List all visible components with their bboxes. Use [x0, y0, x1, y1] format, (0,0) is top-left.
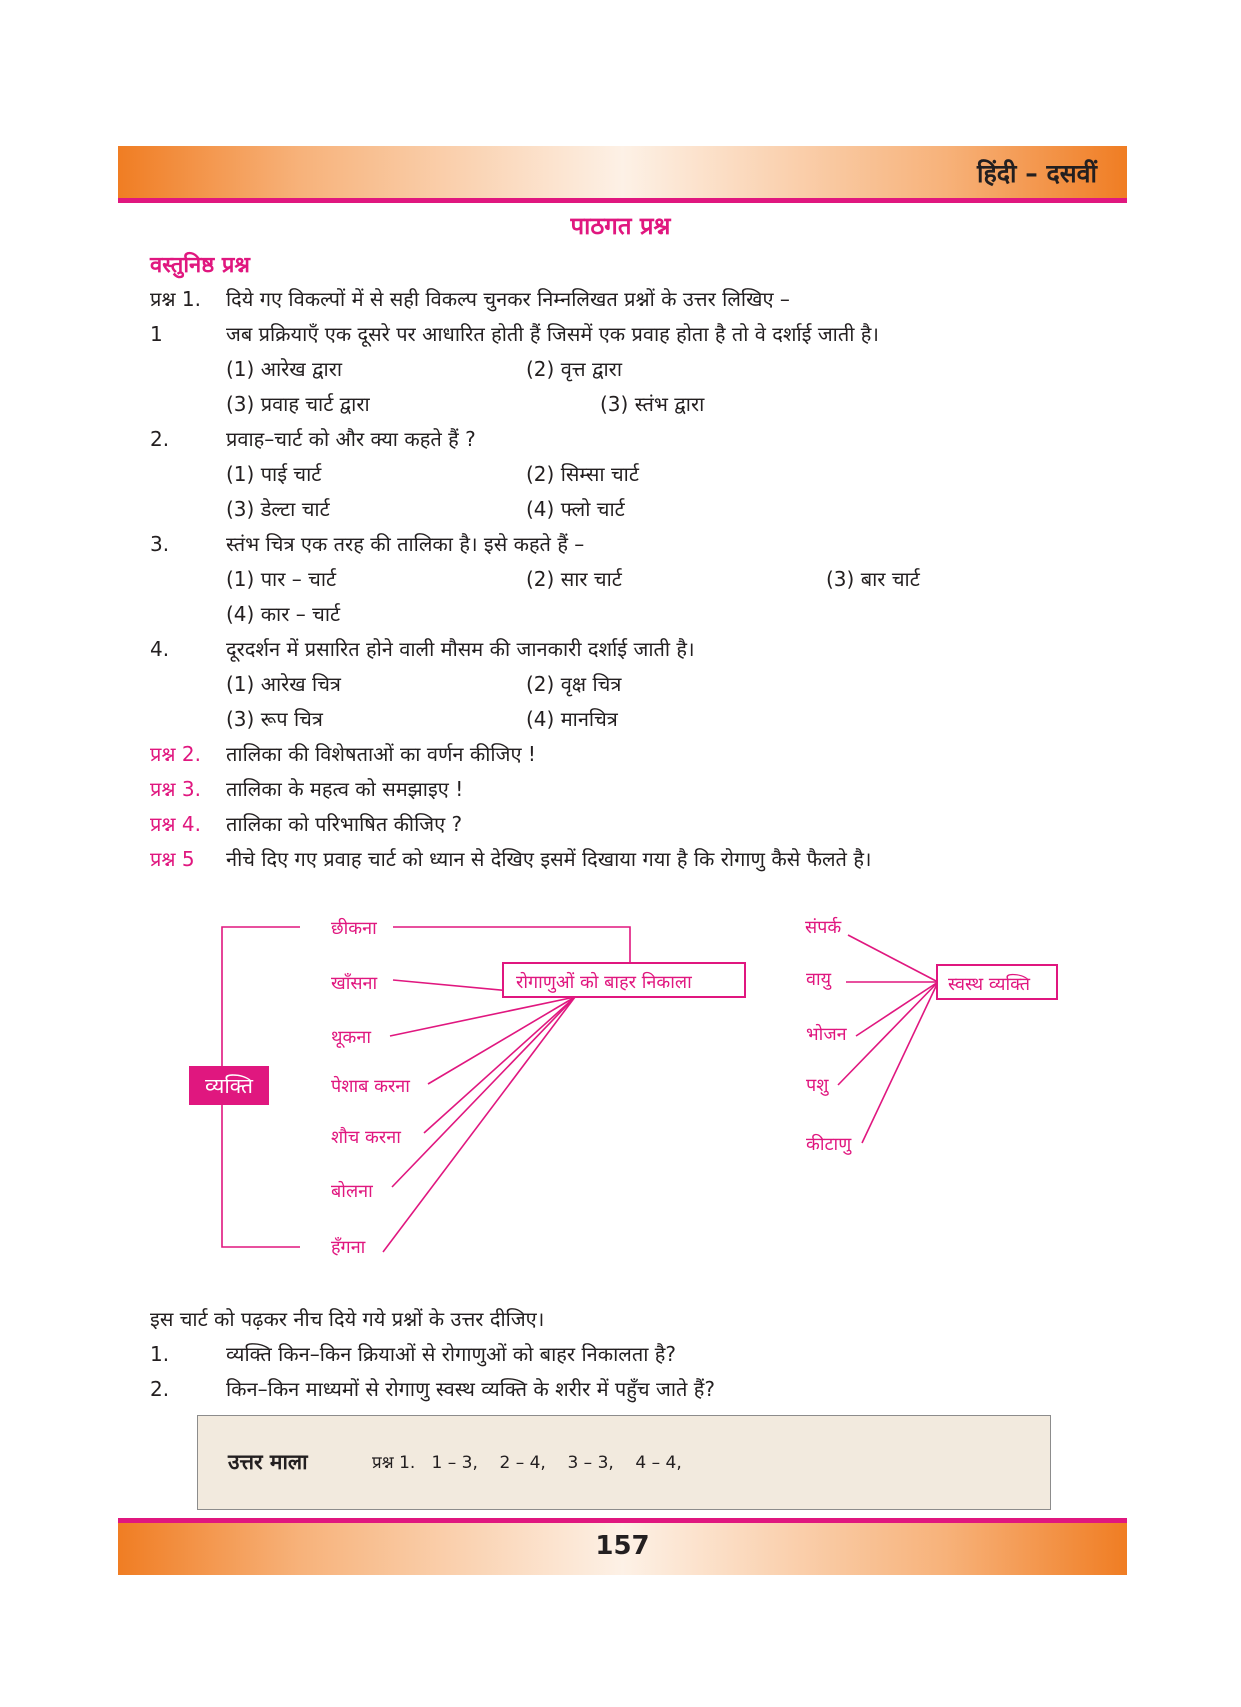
q1-item-2-opt-2: (2) सिम्सा चार्ट: [526, 462, 639, 486]
connector-spit: [390, 997, 575, 1036]
medium-contact: संपर्क: [805, 917, 842, 938]
person-label: व्यक्ति: [204, 1074, 254, 1098]
action-speak: बोलना: [331, 1181, 373, 1202]
q1-item-2-opt-3: (3) डेल्टा चार्ट: [226, 497, 330, 521]
footer-band: [118, 1523, 1127, 1575]
action-defecate: शौच करना: [331, 1127, 401, 1148]
q1-item-4-text: दूरदर्शन में प्रसारित होने वाली मौसम की जानकारी दर्शाई जाती है।: [226, 637, 695, 661]
q1-item-4-opt-1: (1) आरेख चित्र: [226, 672, 341, 696]
followup-1-text: व्यक्ति किन–किन क्रियाओं से रोगाणुओं को बाहर निकालता है?: [226, 1342, 676, 1366]
q1-item-1-opt-4: (3) स्तंभ द्वारा: [600, 392, 705, 416]
answer-key-text: प्रश्न 1. 1 – 3, 2 – 4, 3 – 3, 4 – 4,: [372, 1453, 682, 1473]
expelled-label: रोगाणुओं को बाहर निकाला: [516, 972, 692, 993]
healthy-label: स्वस्थ व्यक्ति: [948, 974, 1031, 995]
medium-germ: कीटाणु: [806, 1134, 852, 1155]
action-spit: थूकना: [331, 1027, 371, 1048]
medium-animal: पशु: [806, 1075, 829, 1096]
action-yawn: हँगना: [331, 1237, 366, 1258]
q1-item-4-opt-2: (2) वृक्ष चित्र: [526, 672, 622, 696]
q1-item-2-opt-4: (4) फ्लो चार्ट: [526, 497, 625, 521]
q1-item-4-opt-4: (4) मानचित्र: [526, 707, 618, 731]
q1-item-3-opt-4: (4) कार – चार्ट: [226, 602, 341, 626]
q1-item-1-num: 1: [150, 322, 163, 346]
q1-item-3-text: स्तंभ चित्र एक तरह की तालिका है। इसे कहते हैं –: [226, 532, 585, 556]
followup-2-num: 2.: [150, 1377, 170, 1401]
connector-yawn: [383, 997, 575, 1252]
connector-defecate: [424, 997, 575, 1133]
q1-item-1-opt-1: (1) आरेख द्वारा: [226, 357, 343, 381]
section-title: पाठगत प्रश्न: [570, 212, 671, 240]
q1-label: प्रश्न 1.: [150, 287, 201, 311]
connector-speak: [392, 997, 575, 1187]
q1-item-3-num: 3.: [150, 532, 170, 556]
q1-item-1-opt-2: (2) वृत्त द्वारा: [526, 357, 623, 381]
book-title: हिंदी – दसवीं: [977, 159, 1097, 188]
q1-item-3-opt-3: (3) बार चार्ट: [826, 567, 920, 591]
connector-animal: [838, 982, 938, 1085]
q1-item-2-num: 2.: [150, 427, 170, 451]
answer-key-label: उत्तर माला: [228, 1450, 308, 1474]
connector-sneeze: [393, 927, 630, 963]
answer-key-box: [197, 1415, 1051, 1510]
followup-intro: इस चार्ट को पढ़कर नीच दिये गये प्रश्नों के उत्तर दीजिए।: [150, 1307, 545, 1331]
q1-item-1-opt-3: (3) प्रवाह चार्ट द्वारा: [226, 392, 370, 416]
q5-label: प्रश्न 5: [150, 847, 195, 871]
q1-item-1-text: जब प्रक्रियाएँ एक दूसरे पर आधारित होती हैं जिसमें एक प्रवाह होता है तो वे दर्शाई जाती है।: [226, 322, 879, 346]
q4-text: तालिका को परिभाषित कीजिए ?: [226, 812, 463, 836]
action-cough: खाँसना: [331, 973, 378, 994]
q2-text: तालिका की विशेषताओं का वर्णन कीजिए !: [226, 742, 536, 766]
q4-label: प्रश्न 4.: [150, 812, 201, 836]
q1-text: दिये गए विकल्पों में से सही विकल्प चुनकर निम्नलिखत प्रश्नों के उत्तर लिखिए –: [226, 287, 790, 311]
q1-item-4-num: 4.: [150, 637, 170, 661]
connector-contact: [848, 935, 938, 982]
objective-heading: वस्तुनिष्ठ प्रश्न: [150, 253, 250, 278]
q1-item-4-opt-3: (3) रूप चित्र: [226, 707, 323, 731]
q1-item-3-opt-2: (2) सार चार्ट: [526, 567, 622, 591]
page-number: 157: [595, 1531, 650, 1561]
followup-2-text: किन–किन माध्यमों से रोगाणु स्वस्थ व्यक्ति के शरीर में पहुँच जाते हैं?: [226, 1377, 715, 1401]
q5-text: नीचे दिए गए प्रवाह चार्ट को ध्यान से देखिए इसमें दिखाया गया है कि रोगाणु कैसे फैलते है।: [226, 847, 872, 871]
action-sneeze: छीकना: [331, 918, 377, 939]
connector-urinate: [428, 997, 575, 1084]
followup-1-num: 1.: [150, 1342, 170, 1366]
q2-label: प्रश्न 2.: [150, 742, 201, 766]
q3-label: प्रश्न 3.: [150, 777, 201, 801]
q1-item-2-opt-1: (1) पाई चार्ट: [226, 462, 322, 486]
q3-text: तालिका के महत्व को समझाइए !: [226, 777, 464, 801]
q1-item-3-opt-1: (1) पार – चार्ट: [226, 567, 337, 591]
medium-air: वायु: [806, 969, 832, 990]
medium-food: भोजन: [806, 1024, 847, 1045]
action-urinate: पेशाब करना: [331, 1076, 410, 1097]
q1-item-2-text: प्रवाह–चार्ट को और क्या कहते हैं ?: [226, 427, 476, 451]
